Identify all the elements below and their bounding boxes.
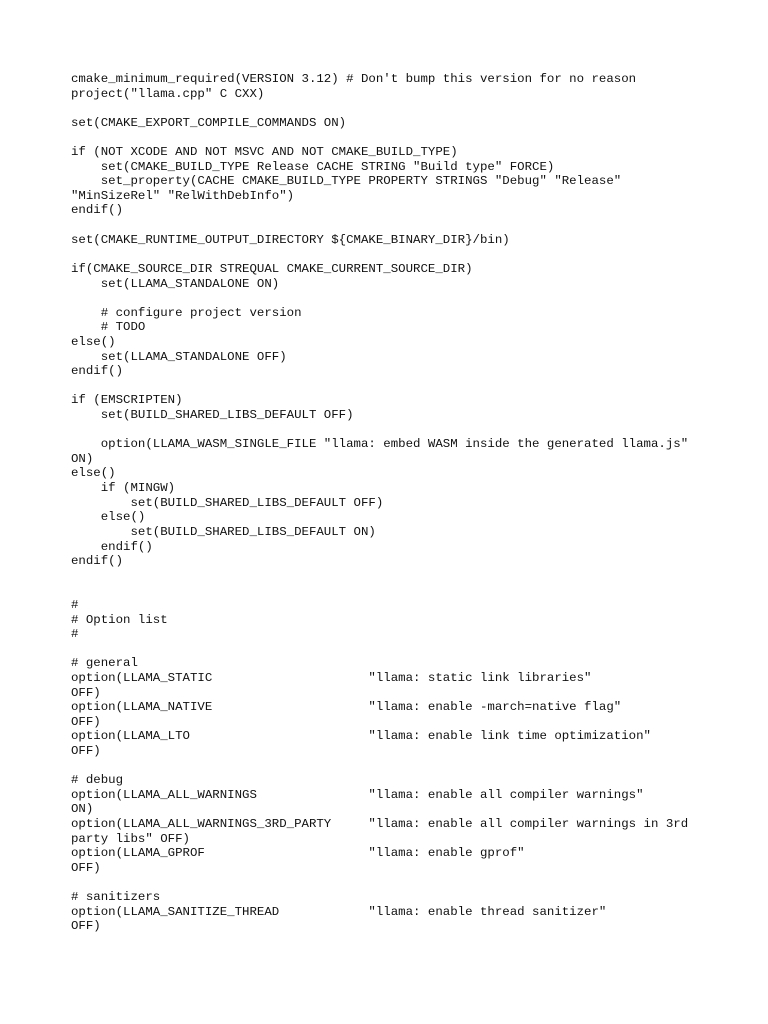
code-line [71, 583, 751, 598]
code-line: if (NOT XCODE AND NOT MSVC AND NOT CMAKE_BUILD_TYPE) [71, 145, 458, 160]
code-line: set(CMAKE_RUNTIME_OUTPUT_DIRECTORY ${CMAKE_BINARY_DIR}/bin) [71, 232, 510, 247]
code-line [71, 247, 751, 262]
code-line: option(LLAMA_GPROF "llama: enable gprof" [71, 846, 525, 861]
code-line: option(LLAMA_ALL_WARNINGS "llama: enable all compiler warnings" [71, 787, 644, 802]
code-line: endif() [71, 203, 124, 218]
code-line: option(LLAMA_SANITIZE_THREAD "llama: enable thread sanitizer" [71, 904, 607, 919]
code-line: set(BUILD_SHARED_LIBS_DEFAULT OFF) [71, 495, 384, 510]
code-line: set(LLAMA_STANDALONE OFF) [71, 349, 287, 364]
code-line: endif() [71, 364, 124, 379]
code-line: OFF) [71, 860, 101, 875]
code-line: ON) [71, 451, 94, 466]
code-line: if(CMAKE_SOURCE_DIR STREQUAL CMAKE_CURRENT_SOURCE_DIR) [71, 261, 473, 276]
code-line: OFF) [71, 714, 101, 729]
code-line [71, 130, 751, 145]
code-line: set(CMAKE_BUILD_TYPE Release CACHE STRING "Build type" FORCE) [71, 159, 555, 174]
code-line: # TODO [71, 320, 146, 335]
code-line: option(LLAMA_NATIVE "llama: enable -march=native flag" [71, 700, 622, 715]
code-line: # general [71, 656, 138, 671]
code-line: # [71, 627, 79, 642]
code-line: option(LLAMA_STATIC "llama: static link libraries" [71, 670, 592, 685]
code-line [71, 759, 751, 774]
code-line: # debug [71, 773, 124, 788]
code-line: else() [71, 510, 146, 525]
code-line: set(LLAMA_STANDALONE ON) [71, 276, 280, 291]
code-line: endif() [71, 539, 153, 554]
code-line [71, 642, 751, 657]
code-line: set(BUILD_SHARED_LIBS_DEFAULT OFF) [71, 408, 354, 423]
code-line: ON) [71, 802, 94, 817]
code-line: option(LLAMA_ALL_WARNINGS_3RD_PARTY "llama: enable all compiler warnings in 3rd [71, 817, 689, 832]
code-line: set_property(CACHE CMAKE_BUILD_TYPE PROPERTY STRINGS "Debug" "Release" [71, 174, 622, 189]
code-line: set(CMAKE_EXPORT_COMPILE_COMMANDS ON) [71, 115, 347, 130]
code-line: cmake_minimum_required(VERSION 3.12) # Don't bump this version for no reason [71, 72, 637, 86]
code-line: endif() [71, 554, 124, 569]
code-line: set(BUILD_SHARED_LIBS_DEFAULT ON) [71, 524, 376, 539]
code-line: OFF) [71, 744, 101, 759]
code-line: else() [71, 334, 116, 349]
code-line: # Option list [71, 612, 168, 627]
code-line: else() [71, 466, 116, 481]
code-line: # [71, 597, 79, 612]
code-line: project("llama.cpp" C CXX) [71, 86, 265, 101]
code-line: if (MINGW) [71, 481, 176, 496]
code-line: "MinSizeRel" "RelWithDebInfo") [71, 188, 295, 203]
code-line [71, 291, 751, 306]
code-line: party libs" OFF) [71, 831, 190, 846]
code-line [71, 569, 751, 584]
code-line: option(LLAMA_LTO "llama: enable link time optimization" [71, 729, 651, 744]
code-line: OFF) [71, 685, 101, 700]
code-line [71, 218, 751, 233]
code-line: # configure project version [71, 305, 302, 320]
code-line: # sanitizers [71, 890, 161, 905]
code-line: OFF) [71, 919, 101, 934]
code-line [71, 379, 751, 394]
code-line: if (EMSCRIPTEN) [71, 393, 183, 408]
code-line [71, 101, 751, 116]
code-line [71, 876, 751, 891]
code-line [71, 423, 751, 438]
code-line: option(LLAMA_WASM_SINGLE_FILE "llama: embed WASM inside the generated llama.js" [71, 437, 689, 452]
cmake-code-block [71, 72, 751, 934]
